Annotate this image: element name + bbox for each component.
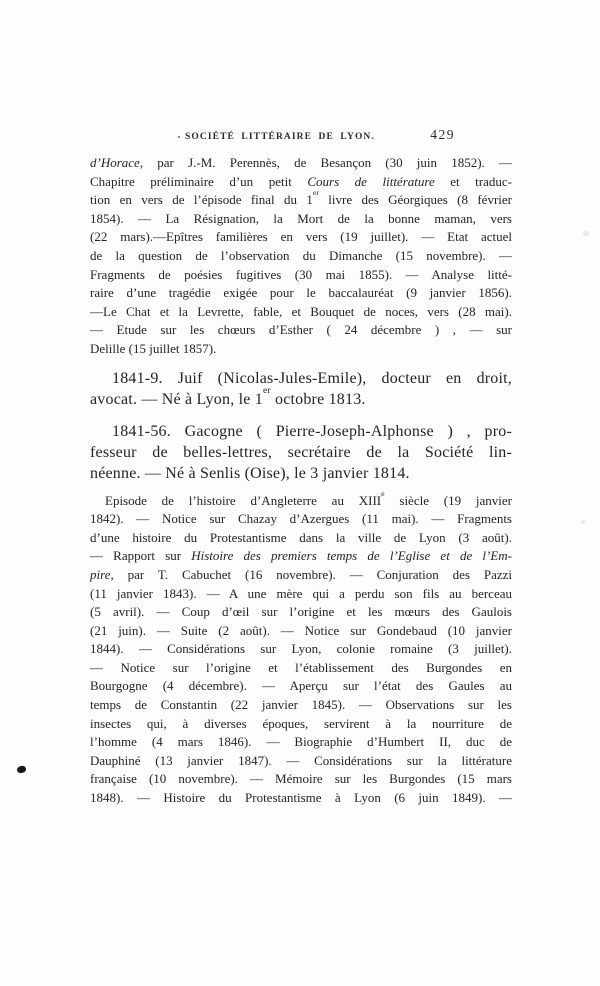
superscript-text: er xyxy=(312,188,319,198)
text-segment: l’homme (4 mars 1846). — Biographie d’Humbert II, duc de xyxy=(90,734,512,750)
page-number: 429 xyxy=(430,127,455,142)
text-segment: 1854). — La Résignation, la Mort de la bonne maman, vers xyxy=(90,210,512,226)
paragraph xyxy=(90,488,512,808)
text-segment: Episode de l’histoire d’Angleterre au XIII xyxy=(105,492,382,508)
text-line xyxy=(90,188,512,210)
text-segment: octobre 1813. xyxy=(270,390,366,408)
text-segment: de la question de l’observation du Dimanche (15 novembre). — xyxy=(90,247,512,263)
text-segment: , par J.-M. Perennès, de Besançon (30 juin 1852). — xyxy=(139,155,512,170)
superscript-text: e xyxy=(381,488,385,498)
text-line xyxy=(90,247,512,266)
text-line xyxy=(90,715,512,734)
text-segment: siècle (19 janvier xyxy=(384,492,512,508)
text-line xyxy=(90,529,512,548)
text-line xyxy=(90,733,512,752)
text-line xyxy=(90,340,512,359)
text-segment: Dauphiné (13 janvier 1847). — Considérations sur la littérature xyxy=(90,752,512,768)
text-line xyxy=(90,321,512,340)
superscript-text: er xyxy=(262,384,271,396)
text-segment: 1844). — Considérations sur Lyon, colonie romaine (3 juillet). xyxy=(90,641,512,657)
text-segment: avocat. — Né à Lyon, le 1 xyxy=(90,390,263,408)
text-line xyxy=(90,284,512,303)
text-segment: (5 avril). — Coup d’œil sur l’origine et les mœurs des Gaulois xyxy=(90,604,512,620)
text-line xyxy=(90,266,512,285)
ink-spot-artifact xyxy=(17,765,27,773)
paragraph xyxy=(90,368,512,410)
text-segment: — Notice sur l’origine et l’établissement des Burgondes en xyxy=(90,659,512,675)
text-line xyxy=(90,603,512,622)
text-segment: Fragments de poésies fugitives (30 mai 1855). — Analyse litté- xyxy=(90,266,512,282)
text-line xyxy=(90,442,512,463)
running-title: SOCIÉTÉ LITTÉRAIRE DE LYON. xyxy=(185,132,375,142)
text-segment: — Etude sur les chœurs d’Esther ( 24 décembre ) , — sur xyxy=(90,322,512,338)
text-segment: d’une histoire du Protestantisme dans la ville de Lyon (3 août). xyxy=(90,529,512,545)
text-segment: — Rapport sur xyxy=(90,548,192,564)
italic-text: Cours de littérature xyxy=(307,173,435,189)
text-line xyxy=(90,488,512,511)
text-segment: (21 juin). — Suite (2 août). — Notice sur Gondebaud (10 janvier xyxy=(90,622,512,638)
text-segment: fesseur de belles-lettres, secrétaire de la Société lin- xyxy=(90,443,512,461)
text-line xyxy=(90,303,512,322)
text-segment: 1848). — Histoire du Protestantisme à Lyon (6 juin 1849). — xyxy=(90,790,512,806)
text-line xyxy=(90,566,512,585)
text-segment: Bourgogne (4 décembre). — Aperçu sur l’état des Gaules au xyxy=(90,678,512,694)
text-segment: 1841-56. Gacogne ( Pierre-Joseph-Alphonse ) , pro- xyxy=(112,422,512,440)
text-line xyxy=(90,173,512,192)
text-segment: et traduc- xyxy=(434,173,512,189)
italic-text: d’Horace xyxy=(90,155,140,170)
scan-smudge xyxy=(581,520,586,524)
text-column xyxy=(90,127,512,808)
text-line xyxy=(90,384,512,410)
italic-text: pire xyxy=(90,566,111,582)
text-line xyxy=(90,463,512,484)
text-segment: Chapitre préliminaire d’un petit xyxy=(90,173,308,189)
text-segment: , par T. Cabuchet (16 novembre). — Conjuration des Pazzi xyxy=(110,566,512,582)
text-segment: française (10 novembre). — Mémoire sur les Burgondes (15 mars xyxy=(90,771,512,787)
text-segment: —Le Chat et la Levrette, fable, et Bouquet de noces, vers (28 mai). xyxy=(90,303,512,319)
paragraph xyxy=(90,421,512,484)
text-segment: tion en vers de l’épisode final du 1 xyxy=(90,192,313,208)
text-line xyxy=(90,154,512,173)
text-line xyxy=(90,752,512,771)
text-line xyxy=(90,696,512,715)
text-segment: raire d’une tragédie exigée pour le baccalauréat (9 janvier 1856). xyxy=(90,285,512,301)
text-segment: Delille (15 juillet 1857). xyxy=(90,340,217,356)
text-segment: 1841-9. Juif (Nicolas-Jules-Emile), docteur en droit, xyxy=(112,369,512,387)
text-line xyxy=(90,677,512,696)
text-segment: néenne. — Né à Senlis (Oise), le 3 janvier 1814. xyxy=(90,464,410,482)
text-segment: insectes qui, à diverses époques, servirent à la nourriture de xyxy=(90,715,512,731)
scan-smudge xyxy=(583,231,589,236)
page-header xyxy=(90,127,512,145)
text-segment: (22 mars).—Epîtres familières en vers (19 juillet). — Etat actuel xyxy=(90,229,512,245)
text-line xyxy=(90,622,512,641)
text-line xyxy=(90,368,512,389)
text-line xyxy=(90,547,512,566)
text-line xyxy=(90,585,512,604)
text-line xyxy=(90,659,512,678)
text-segment: 1842). — Notice sur Chazay d’Azergues (11 mai). — Fragments xyxy=(90,511,512,527)
text-line xyxy=(90,789,512,808)
text-line xyxy=(90,510,512,529)
italic-text: Histoire des premiers temps de l’Eglise et de l’Em- xyxy=(191,548,512,564)
text-line xyxy=(90,770,512,789)
text-segment: livre des Géorgiques (8 février xyxy=(318,192,512,208)
text-segment: (11 janvier 1843). — A une mère qui a perdu son fils au berceau xyxy=(90,585,512,601)
text-line xyxy=(90,210,512,229)
page-text xyxy=(90,154,512,808)
text-segment: temps de Constantin (22 janvier 1845). — Observations sur les xyxy=(90,697,512,713)
text-line xyxy=(90,640,512,659)
text-line xyxy=(90,421,512,442)
paragraph xyxy=(90,154,512,359)
text-line xyxy=(90,228,512,247)
